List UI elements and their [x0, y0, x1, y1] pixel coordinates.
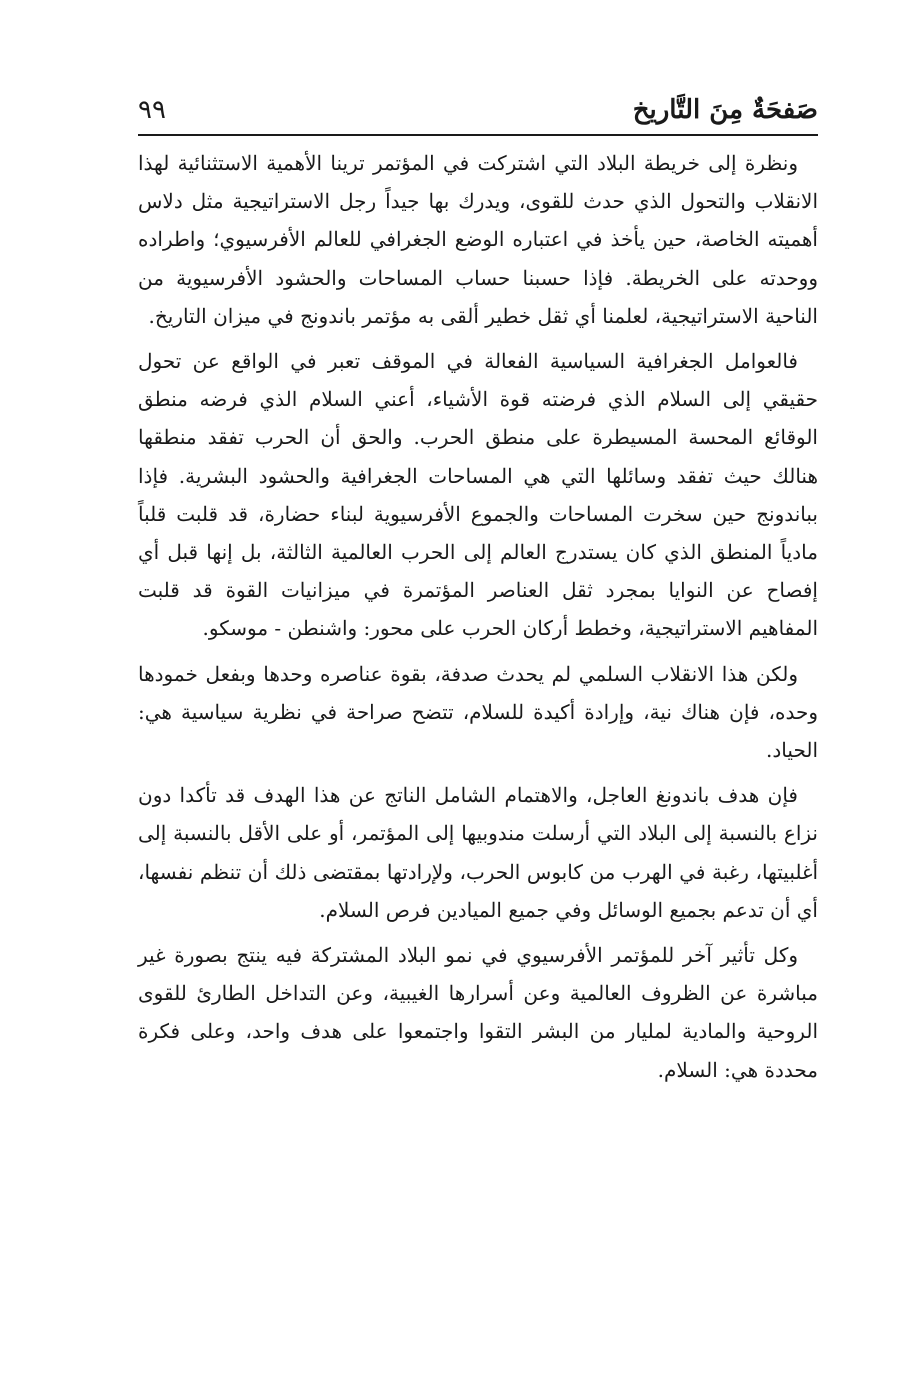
page-number: ٩٩: [138, 95, 166, 125]
running-header: [138, 92, 818, 130]
header-rule: [138, 134, 818, 136]
paragraph-4: فإن هدف باندونغ العاجل، والاهتمام الشامل الناتج عن هذا الهدف قد تأكدا دون نزاع بالنسبة إلى البلاد التي أرسلت مندوبيها إلى المؤتمر، أو على الأقل بالنسبة إلى أغلبيتها، رغبة في الهرب من كابوس الحرب، ولإرادتها بمقتضى ذلك أن تنظم نفسها، أي أن تدعم بجميع الوسائل وفي جميع الميادين فرص السلام.: [138, 783, 818, 922]
paragraph-5: وكل تأثير آخر للمؤتمر الأفرسيوي في نمو البلاد المشتركة فيه ينتج بصورة غير مباشرة عن الظروف العالمية وعن أسرارها الغيبية، وعن التداخل الطارئ للقوى الروحية والمادية لمليار من البشر التقوا واجتمعوا على هدف واحد، وعلى فكرة محددة هي: السلام.: [138, 943, 818, 1082]
running-title: صَفحَةٌ مِنَ التَّاريخ: [632, 95, 818, 125]
paragraph-1: ونظرة إلى خريطة البلاد التي اشتركت في المؤتمر ترينا الأهمية الاستثنائية لهذا الانقلاب والتحول الذي حدث للقوى، ويدرك بها جيداً رجل الاستراتيجية مثل دلاس أهميته الخاصة، حين يأخذ في اعتباره الوضع الجغرافي للعالم الأفرسيوي؛ واطراده ووحدته على الخريطة. فإذا حسبنا حساب المساحات والحشود الأفرسيوية من الناحية الاستراتيجية، لعلمنا أي ثقل خطير ألقى به مؤتمر باندونج في ميزان التاريخ.: [138, 151, 818, 328]
body-text: [138, 144, 818, 1096]
paragraph-2: فالعوامل الجغرافية السياسية الفعالة في الموقف تعبر في الواقع عن تحول حقيقي إلى السلام الذي فرضته قوة الأشياء، أعني السلام الذي فرضه منطق الوقائع المحسة المسيطرة على منطق الحرب. والحق أن الحرب تفقد منطقها هنالك حيث تفقد وسائلها التي هي المساحات الجغرافية والحشود البشرية. فإذا بباندونج حين سخرت المساحات والجموع الأفرسيوية لبناء حضارة، قد قلبت قلباً مادياً المنطق الذي كان يستدرج العالم إلى الحرب العالمية الثالثة، بل إنها قبل أي إفصاح عن النوايا بمجرد ثقل العناصر المؤتمرة في ميزانيات القوة قد قلبت المفاهيم الاستراتيجية، وخطط أركان الحرب على محور: واشنطن - موسكو.: [138, 349, 818, 641]
paragraph-3: ولكن هذا الانقلاب السلمي لم يحدث صدفة، بقوة عناصره وحدها وبفعل خمودها وحده، فإن هناك نية، وإرادة أكيدة للسلام، تتضح صراحة في نظرية سياسية هي: الحياد.: [138, 661, 818, 763]
